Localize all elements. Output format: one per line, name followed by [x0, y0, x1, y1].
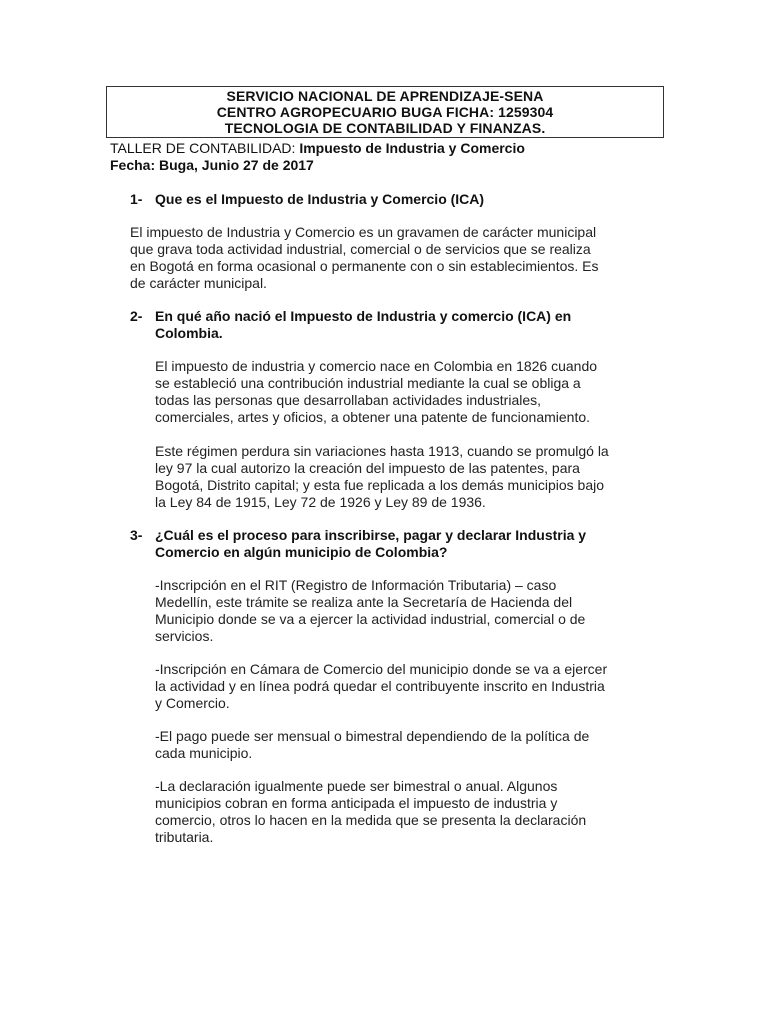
header-line-1: SERVICIO NACIONAL DE APRENDIZAJE-SENA: [226, 88, 544, 104]
answer-1-line: en Bogotá en forma ocasional o permanente con o sin establecimientos. Es: [130, 258, 599, 274]
answer-line: Municipio donde se va a ejercer la actividad industrial, comercial o de: [155, 611, 586, 627]
answer-line: tributaria.: [155, 829, 214, 845]
answer-1: [130, 224, 599, 292]
taller-label: TALLER DE CONTABILIDAD:: [110, 140, 296, 156]
answer-line: la actividad y en línea podrá quedar el contribuyente inscrito en Industria: [155, 678, 605, 694]
taller-line: [110, 140, 525, 157]
question-3-title-line: ¿Cuál es el proceso para inscribirse, pagar y declarar Industria y: [155, 527, 587, 543]
question-2-number: 2-: [130, 308, 143, 324]
answer-3-paragraph-2: [155, 661, 607, 712]
answer-line: comerciales, artes y oficios, a obtener una patente de funcionamiento.: [155, 409, 591, 425]
question-3-title-line: Comercio en algún municipio de Colombia?: [155, 544, 448, 560]
answer-line: -El pago puede ser mensual o bimestral dependiendo de la política de: [155, 728, 590, 744]
answer-line: se estableció una contribución industrial mediante la cual se obliga a: [155, 375, 581, 391]
answer-1-line: de carácter municipal.: [130, 275, 267, 291]
answer-2-paragraph-1: [155, 358, 597, 426]
answer-1-line: El impuesto de Industria y Comercio es un gravamen de carácter municipal: [130, 224, 597, 240]
answer-line: Este régimen perdura sin variaciones hasta 1913, cuando se promulgó la: [155, 443, 609, 459]
question-2-title-line: Colombia.: [155, 325, 223, 341]
question-2-title: [155, 308, 635, 342]
answer-line: ley 97 la cual autorizo la creación del impuesto de las patentes, para: [155, 460, 580, 476]
answer-line: -Inscripción en Cámara de Comercio del municipio donde se va a ejercer: [155, 661, 608, 677]
question-2-title-line: En qué año nació el Impuesto de Industria y comercio (ICA) en: [155, 308, 572, 324]
answer-line: Bogotá, Distrito capital; y esta fue replicada a los demás municipios bajo: [155, 477, 605, 493]
answer-line: -La declaración igualmente puede ser bimestral o anual. Algunos: [155, 778, 558, 794]
answer-3-paragraph-3: [155, 728, 589, 762]
answer-line: servicios.: [155, 628, 214, 644]
answer-line: y Comercio.: [155, 695, 230, 711]
taller-topic: Impuesto de Industria y Comercio: [299, 140, 525, 156]
answer-line: todas las personas que desarrollaban actividades industriales,: [155, 392, 542, 408]
answer-2-paragraph-2: [155, 443, 609, 511]
answer-1-line: que grava toda actividad industrial, comercial o de servicios que se realiza: [130, 241, 591, 257]
answer-line: la Ley 84 de 1915, Ley 72 de 1926 y Ley 89 de 1936.: [155, 494, 486, 510]
answer-3-paragraph-4: [155, 778, 586, 846]
answer-line: -Inscripción en el RIT (Registro de Información Tributaria) – caso: [155, 577, 557, 593]
header-box: [106, 86, 664, 138]
answer-line: cada municipio.: [155, 745, 253, 761]
answer-line: municipios cobran en forma anticipada el impuesto de industria y: [155, 795, 558, 811]
question-1-number: 1-: [130, 191, 143, 207]
answer-3-paragraph-1: [155, 577, 585, 645]
fecha-line: Fecha: Buga, Junio 27 de 2017: [110, 157, 314, 173]
header-line-2: CENTRO AGROPECUARIO BUGA FICHA: 1259304: [216, 104, 554, 120]
answer-line: Medellín, este trámite se realiza ante la Secretaría de Hacienda del: [155, 594, 573, 610]
question-3-number: 3-: [130, 527, 143, 543]
answer-line: comercio, otros lo hacen en la medida que se presenta la declaración: [155, 812, 587, 828]
header-line-3: TECNOLOGIA DE CONTABILIDAD Y FINANZAS.: [224, 120, 546, 136]
question-3-title: [155, 527, 635, 561]
question-1-title: Que es el Impuesto de Industria y Comercio (ICA): [155, 191, 485, 207]
answer-line: El impuesto de industria y comercio nace en Colombia en 1826 cuando: [155, 358, 598, 374]
